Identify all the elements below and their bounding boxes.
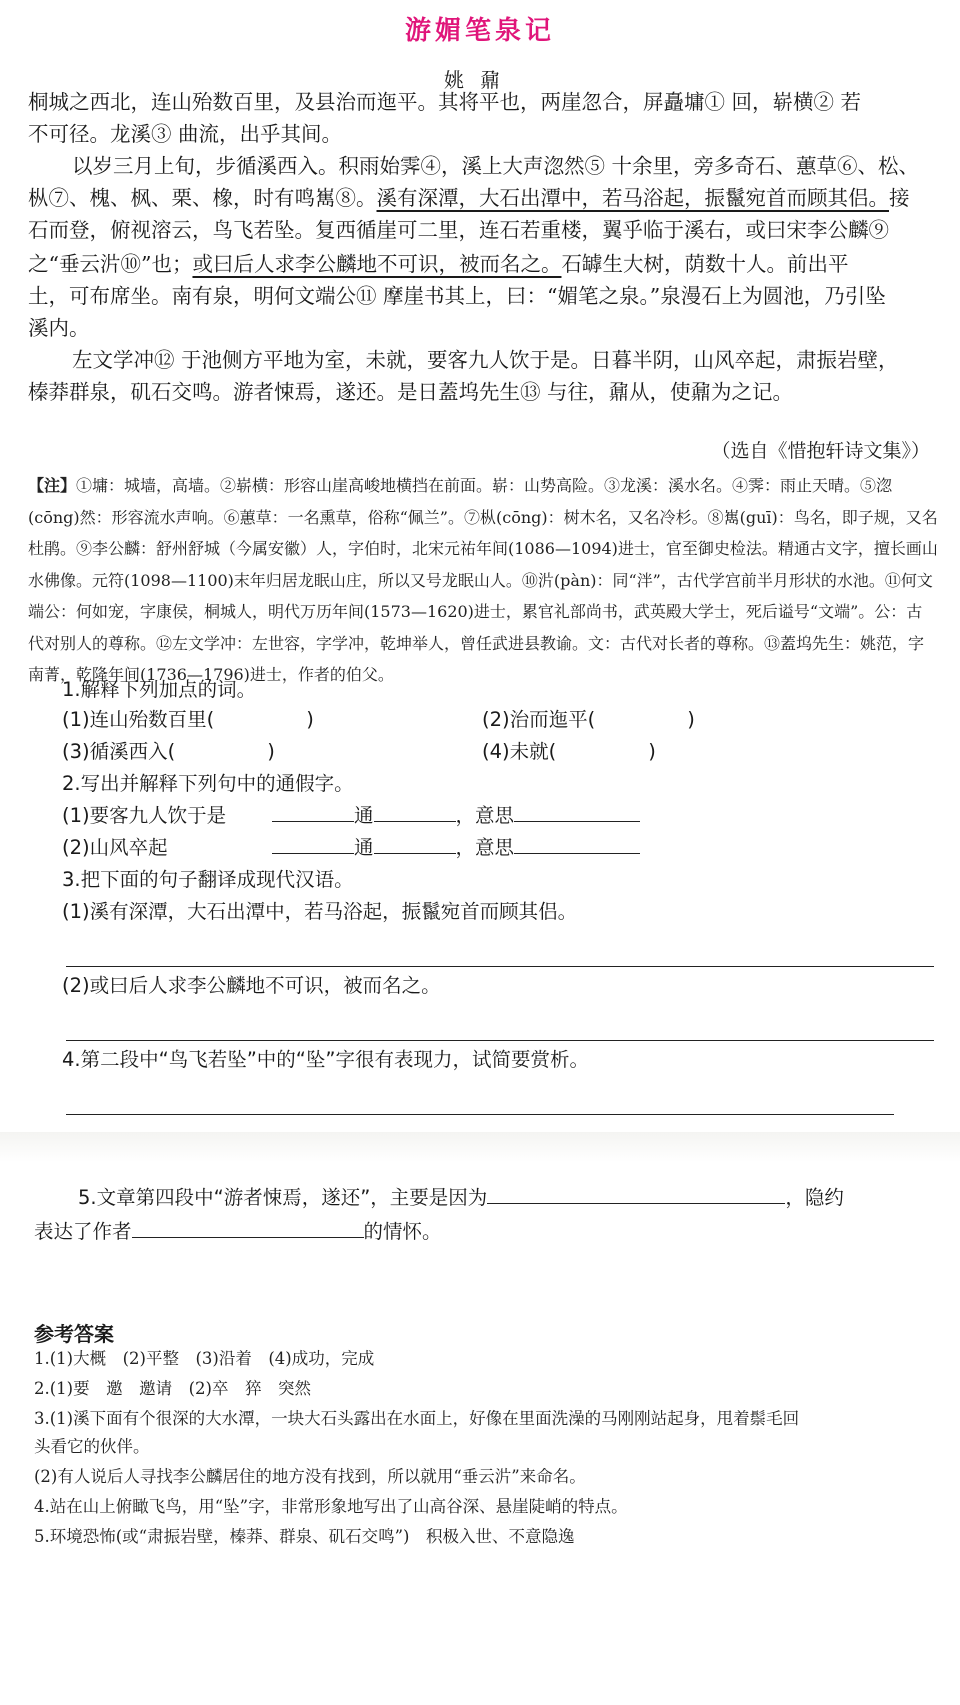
answers-title: 参考答案 [34, 1322, 114, 1346]
passage-line: 土，可布席坐。南有泉，明何文端公⑪ 摩崖书其上，曰：“媚笔之泉。”泉漫石上为圆池，乃引坠 [28, 284, 886, 308]
answer-line[interactable] [66, 1114, 894, 1115]
passage-text: 石罅生大树，荫数十人。前出平 [561, 252, 849, 276]
q2-item-2: (2)山风卒起 通 ，意思 [62, 834, 640, 862]
answer-blank[interactable] [272, 803, 354, 822]
passage-line: 不可径。龙溪③ 曲流，出乎其间。 [28, 122, 343, 146]
passage-line: 石而登，俯视溶云，鸟飞若坠。复西循崖可二里，连石若重楼，翼乎临于溪右，或曰宋李公麟⑨ [28, 218, 889, 242]
q1-item-4: (4)未就( ) [482, 740, 656, 763]
q1-item-1: (1)连山殆数百里( ) [62, 708, 314, 731]
passage-line: 榛莽群泉，矶石交鸣。游者悚焉，遂还。是日蓋坞先生⑬ 与往，鼐从，使鼐为之记。 [28, 380, 794, 404]
passage-line: 溪内。 [28, 316, 90, 340]
page-divider [0, 1132, 960, 1162]
passage-text: 枞⑦、槐、枫、栗、橡，时有鸣嶲⑧。 [28, 186, 377, 210]
answer-blank[interactable] [374, 803, 456, 822]
passage-line: 左文学冲⑫ 于池侧方平地为室，未就，要客九人饮于是。日暮半阴，山风卒起，肃振岩壁， [72, 348, 899, 372]
answer-line-text: (2)有人说后人寻找李公麟居住的地方没有找到，所以就用“垂云沜”来命名。 [34, 1467, 586, 1486]
question-4: 4.第二段中“鸟飞若坠”中的“坠”字很有表现力，试简要赏析。 [62, 1048, 590, 1071]
answer-blank[interactable] [487, 1185, 785, 1204]
answer-line-text: 1.(1)大概 (2)平整 (3)沿着 (4)成功，完成 [34, 1349, 375, 1368]
underlined-sentence: 或曰后人求李公麟地不可识，被而名之。 [192, 252, 562, 276]
footnotes [28, 470, 938, 691]
answer-blank[interactable] [514, 803, 640, 822]
answer-blank[interactable] [132, 1219, 364, 1238]
answer-blank[interactable] [514, 835, 640, 854]
answer-line-text: 头看它的伙伴。 [34, 1437, 150, 1456]
passage-line: 桐城之西北，连山殆数百里，及县治而迤平。其将平也，两崖忽合，屏矗墉① 回，崭横② 若 [28, 90, 862, 114]
question-5-cont: 表达了作者 的情怀。 [34, 1220, 442, 1243]
answer-line-text: 4.站在山上俯瞰飞鸟，用“坠”字，非常形象地写出了山高谷深、悬崖陡峭的特点。 [34, 1497, 628, 1516]
q3-item-2: (2)或曰后人求李公麟地不可识，被而名之。 [62, 974, 441, 997]
answer-line[interactable] [66, 966, 934, 967]
question-5: 5.文章第四段中“游者悚焉，遂还”，主要是因为 ，隐约 [78, 1186, 844, 1209]
q3-item-1: (1)溪有深潭，大石出潭中，若马浴起，振鬣宛首而顾其侣。 [62, 900, 578, 923]
notes-text: ①墉：城墙，高墙。②崭横：形容山崖高峻地横挡在前面。崭：山势高险。③龙溪：溪水名。④霁：雨止天晴。⑤淴(cōng)然：形容流水声响。⑥蕙草：一名熏草，俗称“佩兰”。⑦枞(cōng)：树木名，又名冷杉。⑧嶲(guī)：鸟名，即子规，又名杜鹃。⑨李公麟：舒州舒城（今属安徽）人，字伯时，北宋元祐年间(1086—1094)进士，官至御史检法。精通古文字，擅长画山水佛像。元符(1098—1100)末年归居龙眠山庄，所以又号龙眠山人。⑩沜(pàn)：同“泮”，古代学宫前半月形状的水池。⑪何文端公：何如宠，字康侯，桐城人，明代万历年间(1573—1620)进士，累官礼部尚书，武英殿大学士，死后谥号“文端”。公：古代对别人的尊称。⑫左文学冲：左世容，字学冲，乾坤举人，曾任武进县教谕。文：古代对长者的尊称。⑬蓋坞先生：姚范，字南菁，乾隆年间(1736—1796)进士，作者的伯父。 [28, 476, 938, 684]
passage-line [28, 184, 910, 212]
author: 姚鼐 [444, 68, 516, 92]
passage-text: 之“垂云沜⑩”也； [28, 252, 193, 276]
answer-line-text: 3.(1)溪下面有个很深的大水潭，一块大石头露出在水面上，好像在里面洗澡的马刚刚站起身，甩着鬃毛回 [34, 1409, 800, 1428]
question-2: 2.写出并解释下列句中的通假字。 [62, 772, 354, 795]
notes-label: 【注】 [28, 476, 77, 495]
passage-line: 以岁三月上旬，步循溪西入。积雨始霁④，溪上大声淴然⑤ 十余里，旁多奇石、蕙草⑥、松、 [72, 154, 920, 178]
answer-line[interactable] [66, 1040, 934, 1041]
q1-item-3: (3)循溪西入( ) [62, 740, 275, 763]
answer-blank[interactable] [374, 835, 456, 854]
passage-line [28, 250, 848, 278]
page-title: 游媚笔泉记 [404, 16, 555, 46]
underlined-sentence: 溪有深潭，大石出潭中，若马浴起，振鬣宛首而顾其侣。 [376, 186, 889, 210]
answer-blank[interactable] [272, 835, 354, 854]
q2-item-1: (1)要客九人饮于是 通 ，意思 [62, 802, 640, 830]
passage-text: 接 [889, 186, 910, 210]
question-1: 1.解释下列加点的词。 [62, 678, 257, 701]
question-3: 3.把下面的句子翻译成现代汉语。 [62, 868, 354, 891]
q1-item-2: (2)治而迤平( ) [482, 708, 695, 731]
answer-line-text: 2.(1)要 邀 邀请 (2)卒 猝 突然 [34, 1379, 311, 1398]
source-citation: （选自《惜抱轩诗文集》） [711, 440, 930, 462]
answer-line-text: 5.环境恐怖(或“肃振岩壁，榛莽、群泉、矶石交鸣”) 积极入世、不意隐逸 [34, 1527, 575, 1546]
